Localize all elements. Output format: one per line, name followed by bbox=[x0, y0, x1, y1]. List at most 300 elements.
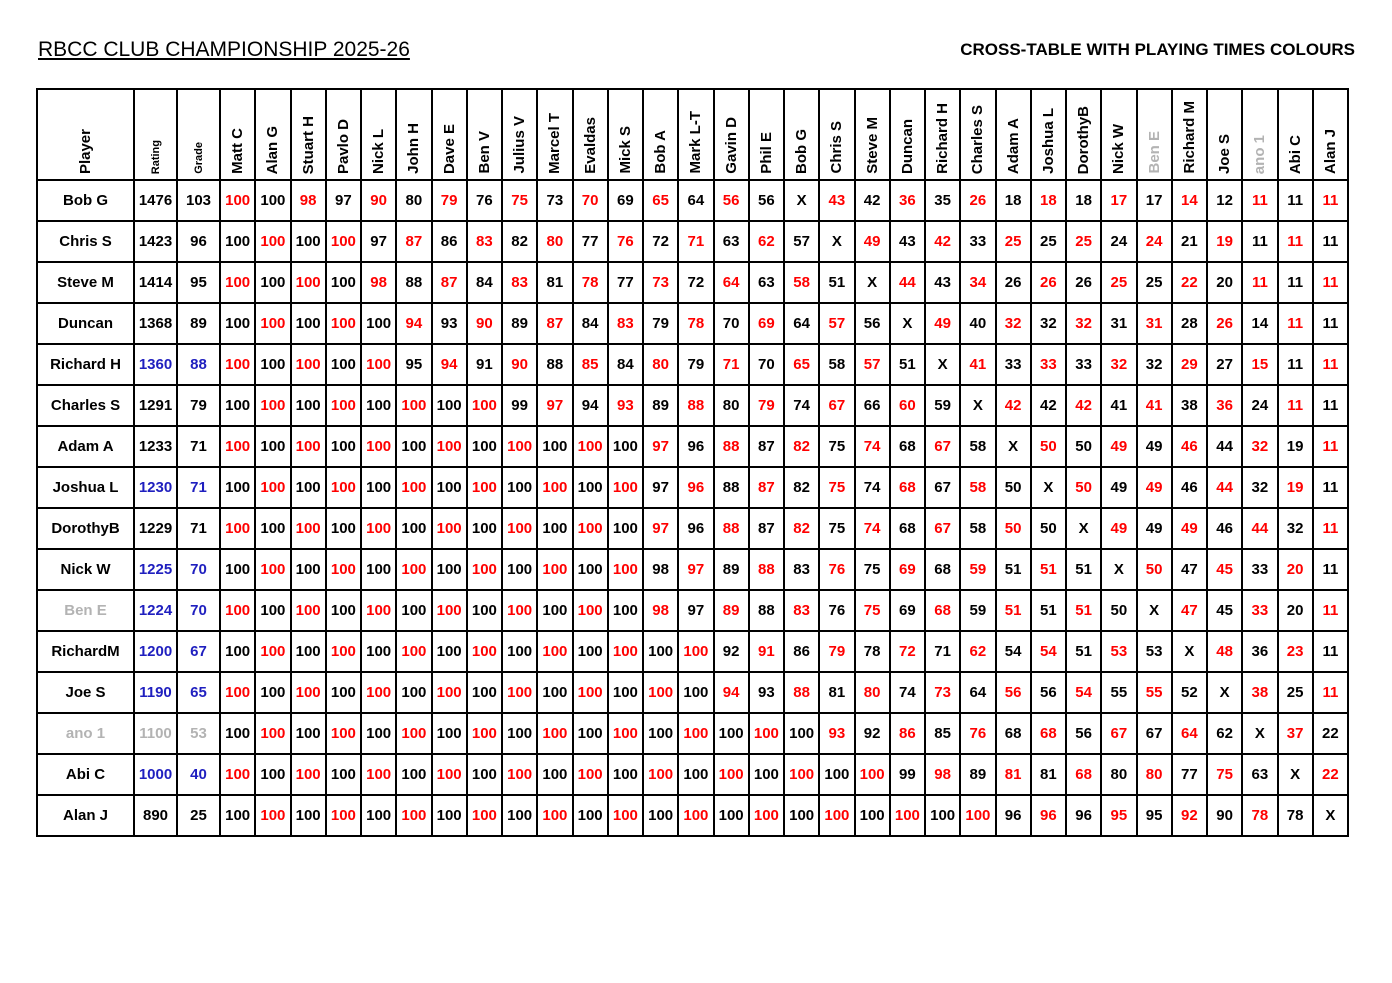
score-cell: 64 bbox=[1172, 713, 1207, 754]
score-cell: 49 bbox=[1137, 467, 1172, 508]
score-cell: 97 bbox=[643, 467, 678, 508]
score-cell: 100 bbox=[960, 795, 995, 836]
score-cell: 83 bbox=[467, 221, 502, 262]
score-cell: 100 bbox=[467, 795, 502, 836]
player-grade: 70 bbox=[177, 590, 220, 631]
column-header bbox=[361, 89, 396, 180]
table-row bbox=[37, 221, 1348, 262]
score-cell: 100 bbox=[678, 672, 713, 713]
score-cell: 11 bbox=[1313, 344, 1348, 385]
column-header bbox=[502, 89, 537, 180]
column-header bbox=[608, 89, 643, 180]
column-header-label: Ben V bbox=[475, 131, 493, 174]
score-cell: 100 bbox=[467, 590, 502, 631]
score-cell: 100 bbox=[573, 713, 608, 754]
score-cell: 33 bbox=[996, 344, 1031, 385]
score-cell: 100 bbox=[255, 303, 290, 344]
score-cell: 63 bbox=[1242, 754, 1277, 795]
player-name: Ben E bbox=[37, 590, 134, 631]
header-grade bbox=[177, 89, 220, 180]
score-cell: 63 bbox=[714, 221, 749, 262]
score-cell: 100 bbox=[502, 590, 537, 631]
score-cell: 100 bbox=[573, 631, 608, 672]
score-cell: 100 bbox=[396, 631, 431, 672]
column-header bbox=[1101, 89, 1136, 180]
score-cell: 59 bbox=[925, 385, 960, 426]
player-name: Bob G bbox=[37, 180, 134, 221]
score-cell: 44 bbox=[1207, 426, 1242, 467]
column-header-label: Richard H bbox=[934, 103, 952, 174]
score-cell: 27 bbox=[1207, 344, 1242, 385]
score-cell: 89 bbox=[502, 303, 537, 344]
score-cell: 100 bbox=[502, 426, 537, 467]
score-cell: 97 bbox=[643, 426, 678, 467]
score-cell: 58 bbox=[960, 426, 995, 467]
score-cell: 92 bbox=[1172, 795, 1207, 836]
score-cell: 43 bbox=[819, 180, 854, 221]
score-cell: 56 bbox=[855, 303, 890, 344]
score-cell: 93 bbox=[432, 303, 467, 344]
score-cell: 75 bbox=[1207, 754, 1242, 795]
player-rating: 1200 bbox=[134, 631, 177, 672]
page-subtitle: CROSS-TABLE WITH PLAYING TIMES COLOURS bbox=[960, 40, 1355, 59]
table-row bbox=[37, 385, 1348, 426]
score-cell: 56 bbox=[996, 672, 1031, 713]
column-header-label: Joshua L bbox=[1039, 108, 1057, 174]
score-cell: 100 bbox=[361, 385, 396, 426]
score-cell: 70 bbox=[573, 180, 608, 221]
score-cell: 100 bbox=[573, 672, 608, 713]
score-cell: 100 bbox=[502, 672, 537, 713]
score-cell: 91 bbox=[749, 631, 784, 672]
column-header-label: Abi C bbox=[1286, 134, 1304, 174]
player-grade: 95 bbox=[177, 262, 220, 303]
score-cell: 100 bbox=[502, 549, 537, 590]
score-cell: 100 bbox=[326, 344, 361, 385]
score-cell: 80 bbox=[1101, 754, 1136, 795]
column-header-label: Joe S bbox=[1216, 133, 1234, 174]
score-cell: 100 bbox=[326, 713, 361, 754]
score-cell: 100 bbox=[220, 385, 255, 426]
score-cell: 51 bbox=[1066, 631, 1101, 672]
score-cell: 64 bbox=[678, 180, 713, 221]
score-cell: 96 bbox=[678, 508, 713, 549]
score-cell: 11 bbox=[1278, 262, 1313, 303]
score-cell: 100 bbox=[361, 303, 396, 344]
score-cell: 70 bbox=[749, 344, 784, 385]
column-header bbox=[537, 89, 572, 180]
table-body bbox=[37, 180, 1348, 836]
score-cell: 100 bbox=[291, 631, 326, 672]
player-grade: 53 bbox=[177, 713, 220, 754]
score-cell: 75 bbox=[819, 467, 854, 508]
score-cell: 86 bbox=[890, 713, 925, 754]
score-cell: 98 bbox=[291, 180, 326, 221]
score-cell: 100 bbox=[291, 385, 326, 426]
score-cell: 68 bbox=[925, 549, 960, 590]
score-cell: 100 bbox=[361, 426, 396, 467]
score-cell: 99 bbox=[890, 754, 925, 795]
score-cell: 100 bbox=[643, 795, 678, 836]
score-cell: 100 bbox=[255, 713, 290, 754]
score-cell: 25 bbox=[1278, 672, 1313, 713]
score-cell: 80 bbox=[1137, 754, 1172, 795]
score-cell: 100 bbox=[396, 590, 431, 631]
score-cell: 42 bbox=[1066, 385, 1101, 426]
score-cell: 96 bbox=[996, 795, 1031, 836]
score-cell: 80 bbox=[396, 180, 431, 221]
score-cell: 99 bbox=[502, 385, 537, 426]
score-cell: 100 bbox=[291, 426, 326, 467]
score-cell: 100 bbox=[855, 795, 890, 836]
player-grade: 79 bbox=[177, 385, 220, 426]
score-cell: 56 bbox=[714, 180, 749, 221]
score-cell: 64 bbox=[784, 303, 819, 344]
score-cell: 33 bbox=[1242, 590, 1277, 631]
score-cell: 92 bbox=[714, 631, 749, 672]
score-cell: 100 bbox=[396, 713, 431, 754]
score-cell: 62 bbox=[960, 631, 995, 672]
score-cell: 11 bbox=[1313, 467, 1348, 508]
score-cell: 64 bbox=[960, 672, 995, 713]
score-cell: 17 bbox=[1137, 180, 1172, 221]
column-header bbox=[784, 89, 819, 180]
score-cell: 67 bbox=[1137, 713, 1172, 754]
score-cell: 100 bbox=[502, 631, 537, 672]
player-rating: 1225 bbox=[134, 549, 177, 590]
score-cell: 49 bbox=[1137, 426, 1172, 467]
score-cell: 51 bbox=[1066, 590, 1101, 631]
score-cell: 89 bbox=[960, 754, 995, 795]
score-cell: 11 bbox=[1313, 180, 1348, 221]
score-cell: 88 bbox=[537, 344, 572, 385]
score-cell: 51 bbox=[1031, 549, 1066, 590]
score-cell: 100 bbox=[326, 426, 361, 467]
score-cell: 100 bbox=[291, 590, 326, 631]
score-cell: 100 bbox=[925, 795, 960, 836]
score-cell: 100 bbox=[784, 754, 819, 795]
score-cell: 25 bbox=[1137, 262, 1172, 303]
score-cell: 46 bbox=[1207, 508, 1242, 549]
self-cell: X bbox=[1137, 590, 1172, 631]
score-cell: 67 bbox=[925, 467, 960, 508]
score-cell: 11 bbox=[1313, 631, 1348, 672]
score-cell: 51 bbox=[996, 549, 1031, 590]
score-cell: 89 bbox=[643, 385, 678, 426]
score-cell: 98 bbox=[643, 590, 678, 631]
score-cell: 100 bbox=[396, 549, 431, 590]
score-cell: 100 bbox=[432, 549, 467, 590]
score-cell: 100 bbox=[326, 631, 361, 672]
score-cell: 100 bbox=[537, 631, 572, 672]
score-cell: 100 bbox=[467, 508, 502, 549]
score-cell: 100 bbox=[255, 262, 290, 303]
score-cell: 25 bbox=[1066, 221, 1101, 262]
player-name: DorothyB bbox=[37, 508, 134, 549]
score-cell: 100 bbox=[220, 426, 255, 467]
score-cell: 100 bbox=[220, 631, 255, 672]
column-header bbox=[890, 89, 925, 180]
score-cell: 95 bbox=[1101, 795, 1136, 836]
score-cell: 100 bbox=[608, 713, 643, 754]
score-cell: 90 bbox=[502, 344, 537, 385]
score-cell: 100 bbox=[714, 754, 749, 795]
self-cell: X bbox=[1101, 549, 1136, 590]
score-cell: 94 bbox=[573, 385, 608, 426]
score-cell: 60 bbox=[890, 385, 925, 426]
score-cell: 74 bbox=[855, 467, 890, 508]
column-header-label: Steve M bbox=[863, 117, 881, 174]
score-cell: 22 bbox=[1313, 713, 1348, 754]
score-cell: 77 bbox=[1172, 754, 1207, 795]
score-cell: 68 bbox=[925, 590, 960, 631]
player-grade: 25 bbox=[177, 795, 220, 836]
score-cell: 57 bbox=[819, 303, 854, 344]
score-cell: 72 bbox=[678, 262, 713, 303]
score-cell: 100 bbox=[291, 508, 326, 549]
page-title: RBCC CLUB CHAMPIONSHIP 2025-26 bbox=[38, 38, 410, 61]
score-cell: 100 bbox=[326, 385, 361, 426]
score-cell: 100 bbox=[502, 508, 537, 549]
score-cell: 57 bbox=[855, 344, 890, 385]
score-cell: 11 bbox=[1313, 426, 1348, 467]
table-row bbox=[37, 713, 1348, 754]
score-cell: 100 bbox=[432, 426, 467, 467]
score-cell: 100 bbox=[573, 754, 608, 795]
score-cell: 100 bbox=[326, 303, 361, 344]
score-cell: 40 bbox=[960, 303, 995, 344]
column-header-label: Marcel T bbox=[546, 113, 564, 174]
score-cell: 32 bbox=[1242, 467, 1277, 508]
cross-table bbox=[36, 88, 1349, 837]
score-cell: 81 bbox=[819, 672, 854, 713]
score-cell: 100 bbox=[819, 754, 854, 795]
score-cell: 100 bbox=[643, 713, 678, 754]
score-cell: 100 bbox=[890, 795, 925, 836]
score-cell: 58 bbox=[784, 262, 819, 303]
score-cell: 88 bbox=[784, 672, 819, 713]
score-cell: 19 bbox=[1278, 426, 1313, 467]
score-cell: 11 bbox=[1242, 221, 1277, 262]
player-name: RichardM bbox=[37, 631, 134, 672]
score-cell: 42 bbox=[855, 180, 890, 221]
score-cell: 21 bbox=[1172, 221, 1207, 262]
score-cell: 98 bbox=[643, 549, 678, 590]
score-cell: 32 bbox=[1278, 508, 1313, 549]
column-header-label: Richard M bbox=[1180, 101, 1198, 174]
score-cell: 97 bbox=[678, 590, 713, 631]
score-cell: 93 bbox=[749, 672, 784, 713]
score-cell: 100 bbox=[573, 549, 608, 590]
score-cell: 49 bbox=[1101, 508, 1136, 549]
score-cell: 100 bbox=[361, 344, 396, 385]
column-header bbox=[220, 89, 255, 180]
score-cell: 84 bbox=[573, 303, 608, 344]
self-cell: X bbox=[1278, 754, 1313, 795]
score-cell: 100 bbox=[749, 713, 784, 754]
score-cell: 100 bbox=[502, 754, 537, 795]
score-cell: 69 bbox=[749, 303, 784, 344]
score-cell: 44 bbox=[1207, 467, 1242, 508]
score-cell: 100 bbox=[220, 303, 255, 344]
table-row bbox=[37, 180, 1348, 221]
score-cell: 86 bbox=[432, 221, 467, 262]
score-cell: 15 bbox=[1242, 344, 1277, 385]
score-cell: 100 bbox=[467, 672, 502, 713]
column-header-label: Julius V bbox=[511, 116, 529, 174]
score-cell: 50 bbox=[1066, 467, 1101, 508]
score-cell: 83 bbox=[502, 262, 537, 303]
score-cell: 78 bbox=[1278, 795, 1313, 836]
score-cell: 100 bbox=[326, 590, 361, 631]
score-cell: 76 bbox=[960, 713, 995, 754]
column-header-label: Adam A bbox=[1004, 117, 1022, 174]
column-header-label: Nick W bbox=[1110, 123, 1128, 174]
score-cell: 97 bbox=[537, 385, 572, 426]
player-name: Nick W bbox=[37, 549, 134, 590]
score-cell: 51 bbox=[1031, 590, 1066, 631]
score-cell: 81 bbox=[1031, 754, 1066, 795]
score-cell: 41 bbox=[1137, 385, 1172, 426]
score-cell: 83 bbox=[784, 590, 819, 631]
score-cell: 88 bbox=[749, 590, 784, 631]
score-cell: 69 bbox=[608, 180, 643, 221]
score-cell: 80 bbox=[855, 672, 890, 713]
score-cell: 49 bbox=[1137, 508, 1172, 549]
score-cell: 97 bbox=[326, 180, 361, 221]
score-cell: 97 bbox=[361, 221, 396, 262]
score-cell: 25 bbox=[996, 221, 1031, 262]
score-cell: 100 bbox=[291, 467, 326, 508]
score-cell: 100 bbox=[573, 508, 608, 549]
score-cell: 100 bbox=[537, 754, 572, 795]
score-cell: 93 bbox=[608, 385, 643, 426]
score-cell: 100 bbox=[291, 672, 326, 713]
score-cell: 82 bbox=[784, 426, 819, 467]
score-cell: 100 bbox=[467, 713, 502, 754]
column-header-label: Alan J bbox=[1321, 128, 1339, 174]
column-header bbox=[819, 89, 854, 180]
score-cell: 50 bbox=[1066, 426, 1101, 467]
score-cell: 19 bbox=[1278, 467, 1313, 508]
score-cell: 28 bbox=[1172, 303, 1207, 344]
self-cell: X bbox=[890, 303, 925, 344]
score-cell: 100 bbox=[396, 467, 431, 508]
score-cell: 79 bbox=[643, 303, 678, 344]
score-cell: 24 bbox=[1137, 221, 1172, 262]
column-header bbox=[1172, 89, 1207, 180]
table-row bbox=[37, 795, 1348, 836]
score-cell: 36 bbox=[1242, 631, 1277, 672]
score-cell: 100 bbox=[714, 795, 749, 836]
score-cell: 80 bbox=[643, 344, 678, 385]
score-cell: 73 bbox=[537, 180, 572, 221]
column-header-label: Mick S bbox=[616, 126, 634, 174]
column-header-label: Nick L bbox=[370, 128, 388, 174]
score-cell: 100 bbox=[678, 795, 713, 836]
score-cell: 53 bbox=[1137, 631, 1172, 672]
score-cell: 32 bbox=[1031, 303, 1066, 344]
score-cell: 100 bbox=[396, 508, 431, 549]
score-cell: 57 bbox=[784, 221, 819, 262]
column-header-label: Evaldas bbox=[581, 117, 599, 174]
score-cell: 100 bbox=[220, 221, 255, 262]
score-cell: 94 bbox=[396, 303, 431, 344]
score-cell: 33 bbox=[960, 221, 995, 262]
score-cell: 100 bbox=[573, 426, 608, 467]
score-cell: 100 bbox=[502, 795, 537, 836]
score-cell: 76 bbox=[467, 180, 502, 221]
score-cell: 100 bbox=[326, 549, 361, 590]
column-header-label: Duncan bbox=[898, 118, 916, 174]
score-cell: 25 bbox=[1101, 262, 1136, 303]
column-header bbox=[1137, 89, 1172, 180]
player-grade: 88 bbox=[177, 344, 220, 385]
score-cell: 17 bbox=[1101, 180, 1136, 221]
column-header-label: Mark L-T bbox=[687, 111, 705, 174]
score-cell: 100 bbox=[608, 508, 643, 549]
score-cell: 75 bbox=[819, 426, 854, 467]
score-cell: 46 bbox=[1172, 426, 1207, 467]
score-cell: 100 bbox=[361, 754, 396, 795]
header-player-label: Player bbox=[77, 128, 94, 174]
score-cell: 100 bbox=[255, 590, 290, 631]
score-cell: 93 bbox=[819, 713, 854, 754]
score-cell: 11 bbox=[1313, 672, 1348, 713]
score-cell: 100 bbox=[467, 467, 502, 508]
score-cell: 75 bbox=[502, 180, 537, 221]
score-cell: 100 bbox=[467, 549, 502, 590]
score-cell: 76 bbox=[819, 549, 854, 590]
score-cell: 100 bbox=[855, 754, 890, 795]
column-header bbox=[1278, 89, 1313, 180]
score-cell: 86 bbox=[784, 631, 819, 672]
score-cell: 11 bbox=[1242, 262, 1277, 303]
column-header-label: Pavlo D bbox=[334, 118, 352, 174]
score-cell: 26 bbox=[1207, 303, 1242, 344]
score-cell: 100 bbox=[255, 180, 290, 221]
score-cell: 100 bbox=[432, 385, 467, 426]
score-cell: 38 bbox=[1172, 385, 1207, 426]
score-cell: 100 bbox=[291, 262, 326, 303]
player-grade: 65 bbox=[177, 672, 220, 713]
score-cell: 66 bbox=[855, 385, 890, 426]
score-cell: 33 bbox=[1066, 344, 1101, 385]
table-row bbox=[37, 754, 1348, 795]
score-cell: 11 bbox=[1278, 180, 1313, 221]
score-cell: 42 bbox=[925, 221, 960, 262]
score-cell: 43 bbox=[925, 262, 960, 303]
score-cell: 100 bbox=[220, 344, 255, 385]
player-rating: 1368 bbox=[134, 303, 177, 344]
score-cell: 96 bbox=[1031, 795, 1066, 836]
score-cell: 49 bbox=[855, 221, 890, 262]
score-cell: 32 bbox=[1066, 303, 1101, 344]
player-rating: 1414 bbox=[134, 262, 177, 303]
score-cell: 100 bbox=[502, 467, 537, 508]
column-header-label: Bob A bbox=[652, 130, 670, 174]
score-cell: 50 bbox=[1137, 549, 1172, 590]
score-cell: 100 bbox=[291, 754, 326, 795]
score-cell: 18 bbox=[1066, 180, 1101, 221]
score-cell: 100 bbox=[432, 590, 467, 631]
score-cell: 24 bbox=[1101, 221, 1136, 262]
score-cell: 100 bbox=[361, 467, 396, 508]
score-cell: 97 bbox=[678, 549, 713, 590]
score-cell: 100 bbox=[396, 426, 431, 467]
player-rating: 1423 bbox=[134, 221, 177, 262]
score-cell: 100 bbox=[291, 344, 326, 385]
